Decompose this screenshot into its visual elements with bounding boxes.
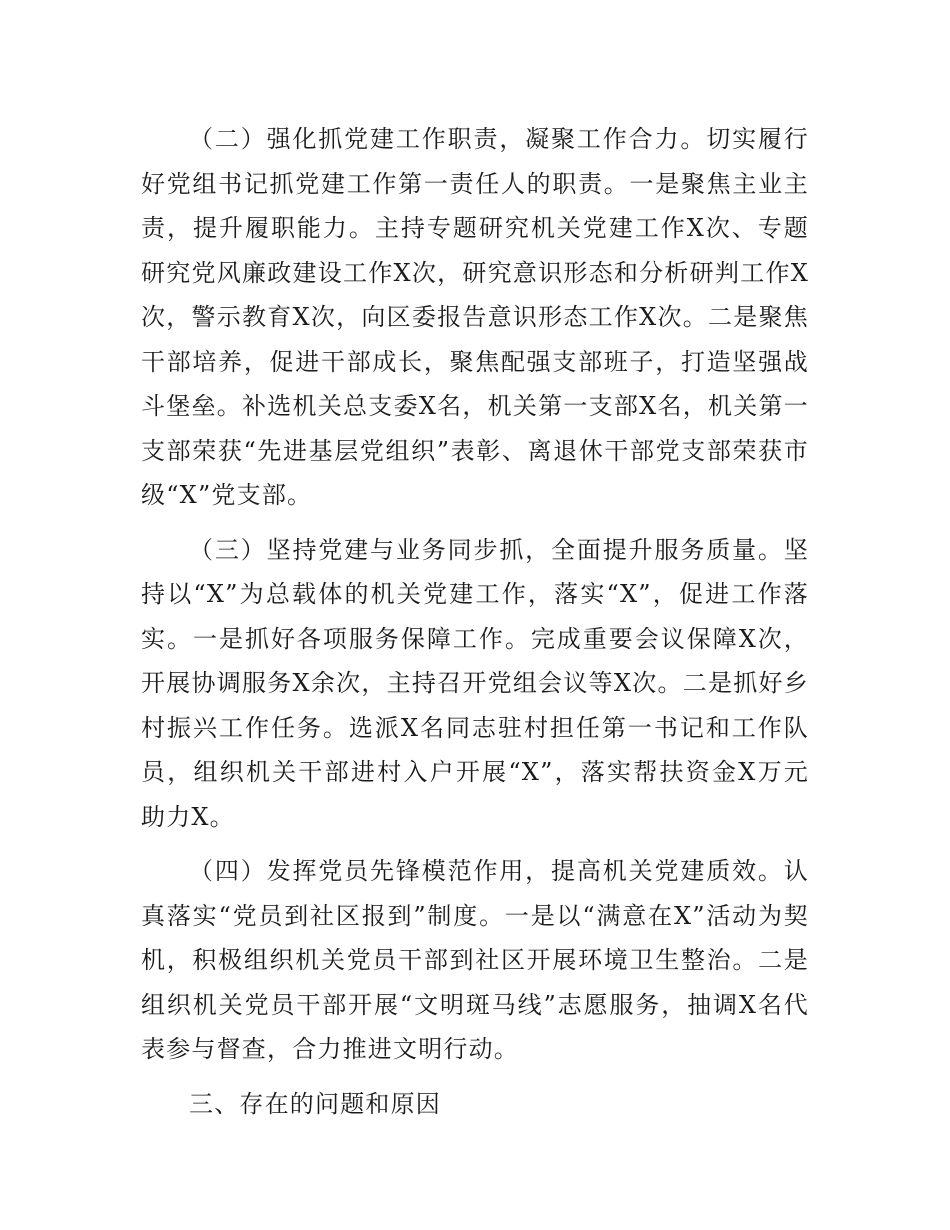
section-heading-problems: 三、存在的问题和原因 [189,1089,441,1118]
paragraph-party-business-sync: （三）坚持党建与业务同步抓，全面提升服务质量。坚持以“X”为总载体的机关党建工作，落实“X”，促进工作落实。一是抓好各项服务保障工作。完成重要会议保障X次，开展协调服务X余次，主持召开党组会议等X次。二是抓好乡村振兴工作任务。选派X名同志驻村担任第一书记和工作队员，组织机关干部进村入户开展“X”，落实帮扶资金X万元助力X。 [141,535,809,831]
paragraph-vanguard-role: （四）发挥党员先锋模范作用，提高机关党建质效。认真落实“党员到社区报到”制度。一是以“满意在X”活动为契机，积极组织机关党员干部到社区开展环境卫生整治。二是组织机关党员干部开展“文明斑马线”志愿服务，抽调X名代表参与督查，合力推进文明行动。 [141,857,809,1063]
paragraph-party-building-duty: （二）强化抓党建工作职责，凝聚工作合力。切实履行好党组书记抓党建工作第一责任人的职责。一是聚焦主业主责，提升履职能力。主持专题研究机关党建工作X次、专题研究党风廉政建设工作X次，研究意识形态和分析研判工作X次，警示教育X次，向区委报告意识形态工作X次。二是聚焦干部培养，促进干部成长，聚焦配强支部班子，打造坚强战斗堡垒。补选机关总支委X名，机关第一支部X名，机关第一支部荣获“先进基层党组织”表彰、离退休干部党支部荣获市级“X”党支部。 [141,125,809,509]
document-body [141,117,809,1126]
